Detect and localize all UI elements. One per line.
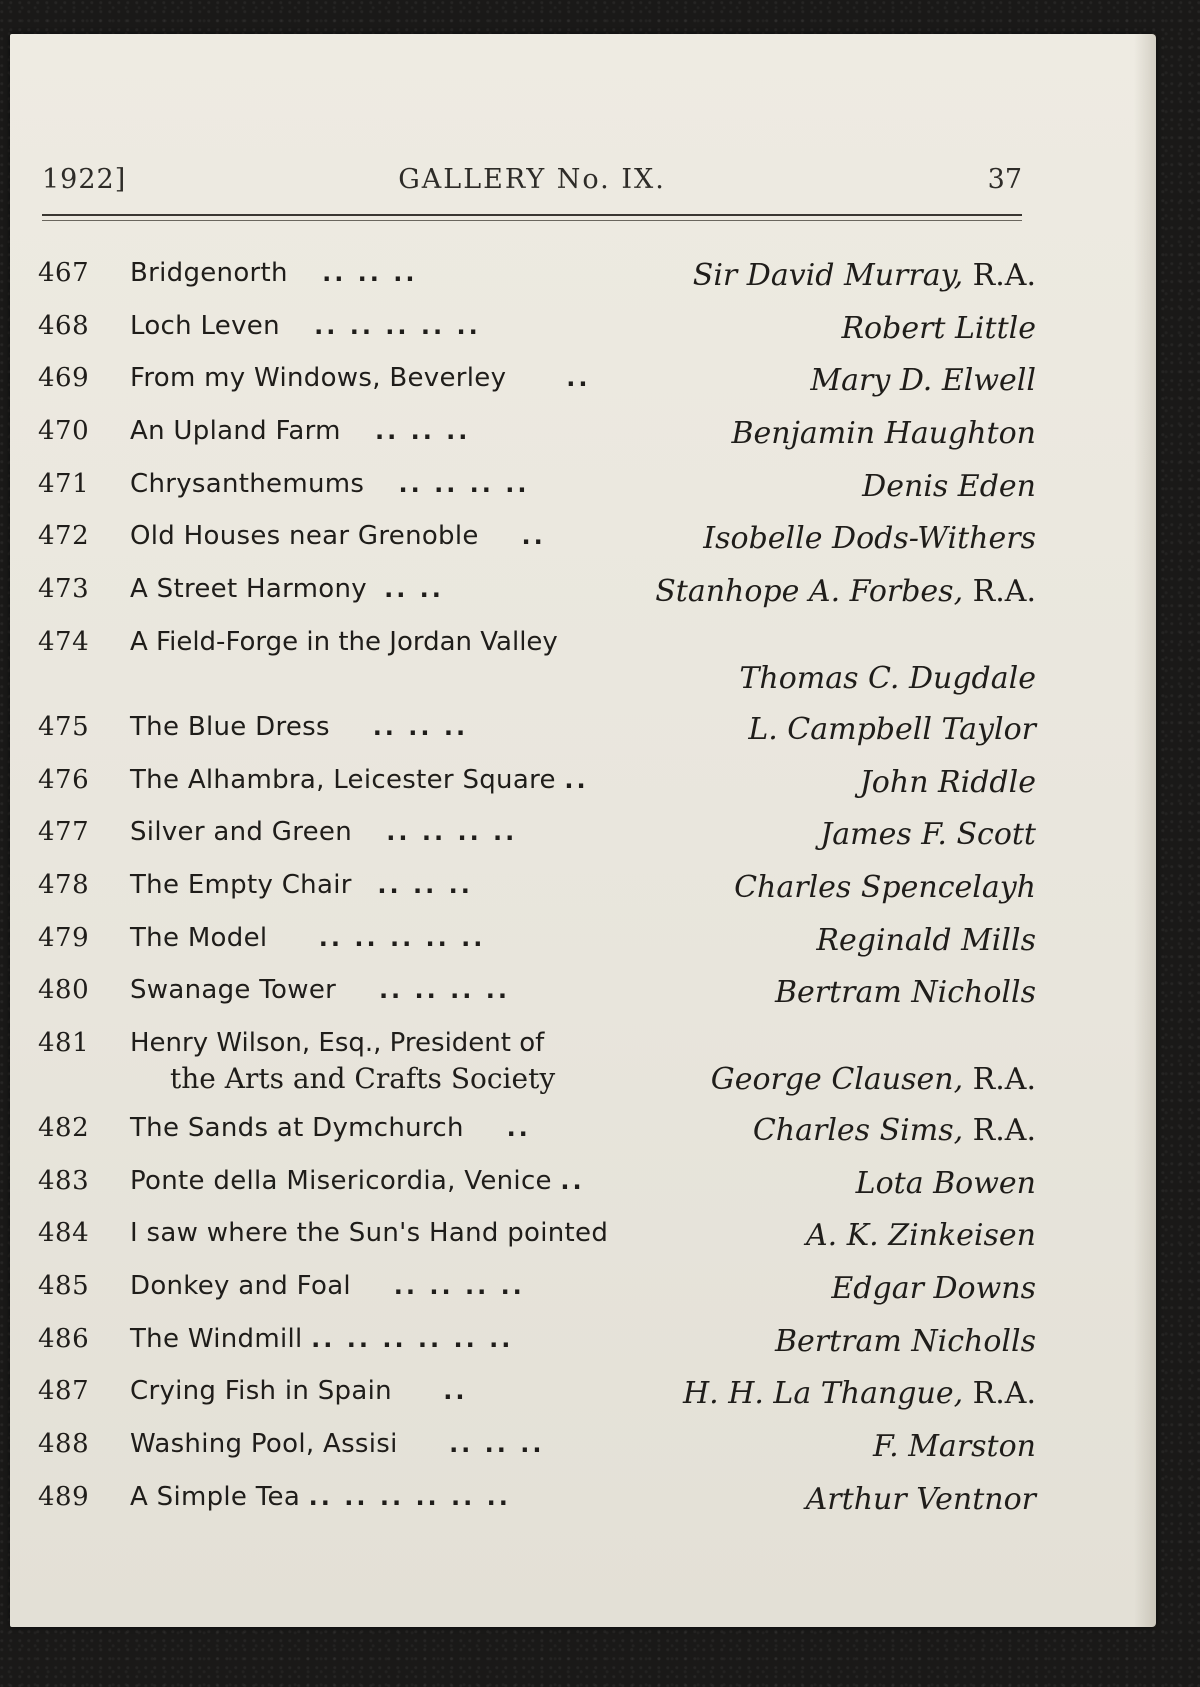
dot-leader: .. .. .. .. <box>393 1272 525 1300</box>
list-item <box>38 1018 1036 1103</box>
entry-title: Washing Pool, Assisi .. .. .. <box>130 1429 545 1460</box>
entry-title: A Street Harmony .. .. <box>130 574 444 605</box>
entry-artist: Bertram Nicholls <box>774 1323 1036 1359</box>
entry-artist: Bertram Nicholls <box>774 975 1036 1011</box>
entry-artist: George Clausen, R.A. <box>710 1061 1036 1097</box>
list-item <box>38 1156 1036 1209</box>
entry-number: 482 <box>38 1112 90 1143</box>
list-item <box>38 965 1036 1018</box>
entry-artist: F. Marston <box>873 1429 1036 1465</box>
entry-title: A Field-Forge in the Jordan Valley <box>130 626 558 657</box>
list-item <box>38 564 1036 617</box>
list-item <box>38 459 1036 512</box>
entry-number: 476 <box>38 764 90 795</box>
dot-leader: .. <box>560 1166 585 1195</box>
entry-number: 478 <box>38 869 90 900</box>
list-item <box>38 248 1036 301</box>
dot-leader: .. .. .. <box>372 712 469 741</box>
entry-number: 474 <box>38 626 90 657</box>
entry-artist: Lota Bowen <box>855 1165 1036 1201</box>
list-item <box>38 1314 1036 1367</box>
entry-artist: A. K. Zinkeisen <box>806 1218 1036 1254</box>
entry-title: The Model .. .. .. .. .. <box>130 922 486 953</box>
entry-number: 471 <box>38 468 90 499</box>
dot-leader: .. .. .. <box>449 1430 545 1459</box>
entry-number: 480 <box>38 975 90 1006</box>
entry-list <box>38 248 1036 1524</box>
dot-leader: .. .. .. .. .. .. <box>308 1482 511 1511</box>
entry-artist: Edgar Downs <box>831 1271 1036 1306</box>
dot-leader: .. .. .. <box>377 870 473 899</box>
entry-artist: Arthur Ventnor <box>805 1481 1036 1517</box>
header-page-number: 37 <box>987 164 1022 195</box>
entry-title: Bridgenorth .. .. .. <box>130 258 418 288</box>
list-item <box>38 301 1036 354</box>
entry-number: 486 <box>38 1323 90 1354</box>
list-item <box>38 1261 1036 1314</box>
entry-artist: Reginald Mills <box>816 922 1036 958</box>
list-item <box>38 406 1036 459</box>
entry-title: Silver and Green .. .. .. .. <box>130 817 518 848</box>
entry-number: 473 <box>38 574 90 605</box>
entry-artist: Mary D. Elwell <box>810 363 1036 399</box>
list-item <box>38 1103 1036 1156</box>
list-item <box>38 1419 1036 1472</box>
entry-title: Henry Wilson, Esq., President of <box>130 1027 545 1058</box>
list-item <box>38 860 1036 913</box>
entry-number: 485 <box>38 1271 90 1301</box>
dot-leader: .. <box>566 364 591 393</box>
entry-artist: Charles Spencelayh <box>734 869 1036 905</box>
entry-number: 475 <box>38 711 90 742</box>
list-item <box>38 617 1036 702</box>
dot-leader: .. .. .. .. <box>398 469 530 498</box>
entry-number: 470 <box>38 416 90 447</box>
dot-leader: .. .. .. <box>322 259 418 287</box>
entry-artist: Stanhope A. Forbes, R.A. <box>655 574 1036 610</box>
entry-number: 469 <box>38 363 90 394</box>
entry-title: The Alhambra, Leicester Square .. <box>130 764 589 795</box>
entry-artist: John Riddle <box>859 764 1036 800</box>
dot-leader: .. .. .. .. <box>386 818 518 847</box>
header-title: GALLERY No. IX. <box>398 164 666 195</box>
dot-leader: .. .. .. .. <box>378 976 510 1005</box>
dot-leader: .. .. .. .. .. <box>318 923 486 952</box>
entry-title: Loch Leven .. .. .. .. .. <box>130 310 481 341</box>
entry-number: 483 <box>38 1165 90 1196</box>
entry-artist: Benjamin Haughton <box>731 416 1036 452</box>
entry-title: I saw where the Sun's Hand pointed <box>130 1218 609 1249</box>
entry-title: A Simple Tea .. .. .. .. .. .. <box>130 1481 511 1512</box>
entry-title: Ponte della Misericordia, Venice .. <box>130 1165 585 1196</box>
entry-title: An Upland Farm .. .. .. <box>130 416 471 447</box>
running-header <box>42 154 1022 202</box>
entry-artist: James F. Scott <box>820 817 1036 853</box>
header-year: 1922] <box>42 164 127 195</box>
header-rule <box>42 214 1022 216</box>
entry-title: The Windmill .. .. .. .. .. .. <box>130 1323 514 1354</box>
entry-title: Old Houses near Grenoble .. <box>130 521 546 552</box>
entry-number: 472 <box>38 521 90 552</box>
list-item <box>38 353 1036 406</box>
entry-title: The Sands at Dymchurch .. <box>130 1112 531 1143</box>
entry-title: Donkey and Foal .. .. .. .. <box>130 1271 525 1301</box>
list-item <box>38 755 1036 808</box>
entry-number: 477 <box>38 817 90 848</box>
list-item <box>38 807 1036 860</box>
entry-title: The Blue Dress .. .. .. <box>130 711 469 742</box>
entry-artist: Sir David Murray, R.A. <box>692 258 1036 293</box>
dot-leader: .. .. .. .. .. <box>314 311 481 340</box>
dot-leader: .. <box>443 1377 468 1406</box>
entry-title: Swanage Tower .. .. .. .. <box>130 975 510 1006</box>
dot-leader: .. <box>521 522 546 551</box>
catalogue-page <box>10 34 1156 1627</box>
entry-artist: Isobelle Dods-Withers <box>703 521 1036 557</box>
entry-number: 484 <box>38 1218 90 1249</box>
entry-title: Crying Fish in Spain .. <box>130 1376 468 1407</box>
entry-number: 479 <box>38 922 90 953</box>
dot-leader: .. .. .. <box>375 417 471 446</box>
entry-number: 481 <box>38 1027 90 1058</box>
dot-leader: .. <box>564 765 589 794</box>
entry-title: The Empty Chair .. .. .. <box>130 869 473 900</box>
entry-title-continued: the Arts and Crafts Society <box>170 1061 556 1095</box>
page-edge-shadow <box>1134 34 1156 1627</box>
list-item <box>38 1208 1036 1261</box>
header-rule-thin <box>42 220 1022 221</box>
entry-artist: H. H. La Thangue, R.A. <box>682 1376 1036 1412</box>
entry-artist: Robert Little <box>841 310 1036 346</box>
list-item <box>38 511 1036 564</box>
entry-title: From my Windows, Beverley .. <box>130 363 591 394</box>
dot-leader: .. .. <box>384 575 444 604</box>
entry-artist: Thomas C. Dugdale <box>739 660 1036 696</box>
entry-number: 487 <box>38 1376 90 1407</box>
entry-title: Chrysanthemums .. .. .. .. <box>130 468 530 499</box>
entry-number: 488 <box>38 1429 90 1460</box>
list-item <box>38 913 1036 966</box>
list-item <box>38 1366 1036 1419</box>
dot-leader: .. <box>506 1113 531 1142</box>
entry-artist: L. Campbell Taylor <box>748 711 1036 747</box>
entry-number: 467 <box>38 258 90 288</box>
dot-leader: .. .. .. .. .. .. <box>311 1324 514 1353</box>
entry-number: 489 <box>38 1481 90 1512</box>
list-item <box>38 702 1036 755</box>
entry-artist: Denis Eden <box>862 468 1036 504</box>
entry-number: 468 <box>38 310 90 341</box>
list-item <box>38 1472 1036 1525</box>
entry-artist: Charles Sims, R.A. <box>752 1112 1036 1148</box>
